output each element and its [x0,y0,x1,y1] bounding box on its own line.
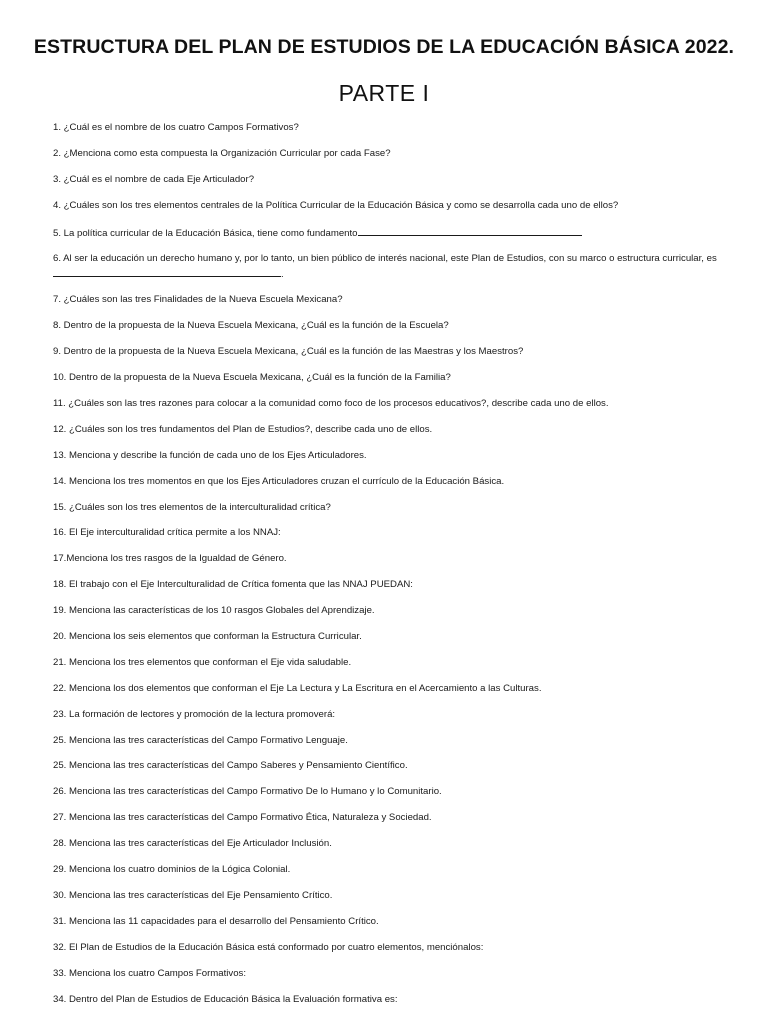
question-text: 10. Dentro de la propuesta de la Nueva Escuela Mexicana, ¿Cuál es la función de la Familia? [53,372,451,384]
question-item [53,941,723,955]
question-text: 14. Menciona los tres momentos en que los Ejes Articuladores cruzan el currículo de la Educación Básica. [53,475,505,487]
question-text: 13. Menciona y describe la función de cada uno de los Ejes Articuladores. [53,449,367,461]
question-text: 16. El Eje interculturalidad crítica permite a los NNAJ: [53,527,281,539]
question-item [53,993,723,1007]
question-text: 33. Menciona los cuatro Campos Formativos: [53,967,247,979]
question-text: 30. Menciona las tres características del Eje Pensamiento Crítico. [53,889,333,901]
question-text: 31. Menciona las 11 capacidades para el desarrollo del Pensamiento Crítico. [53,915,379,927]
question-text: 28. Menciona las tres características del Eje Articulador Inclusión. [53,838,332,850]
question-item [53,604,723,618]
question-text: 3. ¿Cuál es el nombre de cada Eje Articulador? [53,173,255,185]
question-text: 34. Dentro del Plan de Estudios de Educación Básica la Evaluación formativa es: [53,993,398,1005]
question-item [53,252,723,282]
question-text: 7. ¿Cuáles son las tres Finalidades de la Nueva Escuela Mexicana? [53,294,343,306]
question-text: 20. Menciona los seis elementos que conforman la Estructura Curricular. [53,631,362,643]
question-item [53,889,723,903]
question-text: 1. ¿Cuál es el nombre de los cuatro Campos Formativos? [53,122,299,133]
question-item [53,656,723,670]
question-item [53,121,723,135]
question-text: 25. Menciona las tres características del Campo Saberes y Pensamiento Científico. [53,760,408,772]
question-text: 9. Dentro de la propuesta de la Nueva Escuela Mexicana, ¿Cuál es la función de las Maestras y los Maestros? [53,346,524,358]
question-item [53,449,723,463]
question-item [53,526,723,540]
question-item [53,759,723,773]
document-title: ESTRUCTURA DEL PLAN DE ESTUDIOS DE LA EDUCACIÓN BÁSICA 2022. [33,36,735,58]
question-text: 22. Menciona los dos elementos que conforman el Eje La Lectura y La Escritura en el Acercamiento a las Culturas. [53,682,542,694]
question-text: 8. Dentro de la propuesta de la Nueva Escuela Mexicana, ¿Cuál es la función de la Escuela? [53,320,449,332]
question-item [53,734,723,748]
answer-blank-line [53,266,281,277]
question-item [53,811,723,825]
question-item [53,552,723,566]
question-text: 18. El trabajo con el Eje Interculturalidad de Crítica fomenta que las NNAJ PUEDAN: [53,579,413,591]
question-item [53,630,723,644]
question-item [53,475,723,489]
question-text: 11. ¿Cuáles son las tres razones para colocar a la comunidad como foco de los procesos educativos?, describe cada uno de ellos. [53,398,609,410]
question-text: 32. El Plan de Estudios de la Educación Básica está conformado por cuatro elementos, menciónalos: [53,941,484,953]
question-item [53,293,723,307]
question-item [53,397,723,411]
question-item [53,682,723,696]
question-text: 15. ¿Cuáles son los tres elementos de la interculturalidad crítica? [53,501,331,513]
question-item [53,371,723,385]
question-text: 23. La formación de lectores y promoción de la lectura promoverá: [53,708,336,720]
question-text: 26. Menciona las tres características del Campo Formativo De lo Humano y lo Comunitario. [53,786,442,798]
question-item [53,708,723,722]
question-item [53,915,723,929]
question-item [53,578,723,592]
question-text: 17.Menciona los tres rasgos de la Igualdad de Género. [53,553,287,565]
answer-blank-line [358,225,582,236]
question-text: 5. La política curricular de la Educación Básica, tiene como fundamento [53,227,358,239]
question-item [53,837,723,851]
question-text: 21. Menciona los tres elementos que conforman el Eje vida saludable. [53,656,352,668]
question-text: 19. Menciona las características de los 10 rasgos Globales del Aprendizaje. [53,605,375,617]
section-heading: PARTE I [338,80,430,106]
question-item [53,863,723,877]
question-item [53,225,723,241]
question-item [53,967,723,981]
question-list [53,121,723,1018]
question-text: 29. Menciona los cuatro dominios de la Lógica Colonial. [53,864,291,876]
question-text: 2. ¿Menciona como esta compuesta la Organización Curricular por cada Fase? [53,147,391,159]
question-item [53,785,723,799]
question-text: 4. ¿Cuáles son los tres elementos centrales de la Política Curricular de la Educación Básica y como se desarrolla cada uno de ellos? [53,199,619,211]
question-item [53,147,723,161]
question-text: 6. Al ser la educación un derecho humano y, por lo tanto, un bien público de interés nacional, este Plan de Estudios, con su marco o estructura curricular, es [53,253,717,265]
question-text: 12. ¿Cuáles son los tres fundamentos del Plan de Estudios?, describe cada uno de ellos. [53,423,433,435]
question-end-punctuation: . [281,269,284,281]
question-text: 27. Menciona las tres características del Campo Formativo Ética, Naturaleza y Sociedad. [53,812,432,824]
question-text: 25. Menciona las tres características del Campo Formativo Lenguaje. [53,734,348,746]
question-item [53,345,723,359]
question-item [53,199,723,213]
question-item [53,423,723,437]
question-item [53,501,723,515]
question-item [53,173,723,187]
question-item [53,319,723,333]
